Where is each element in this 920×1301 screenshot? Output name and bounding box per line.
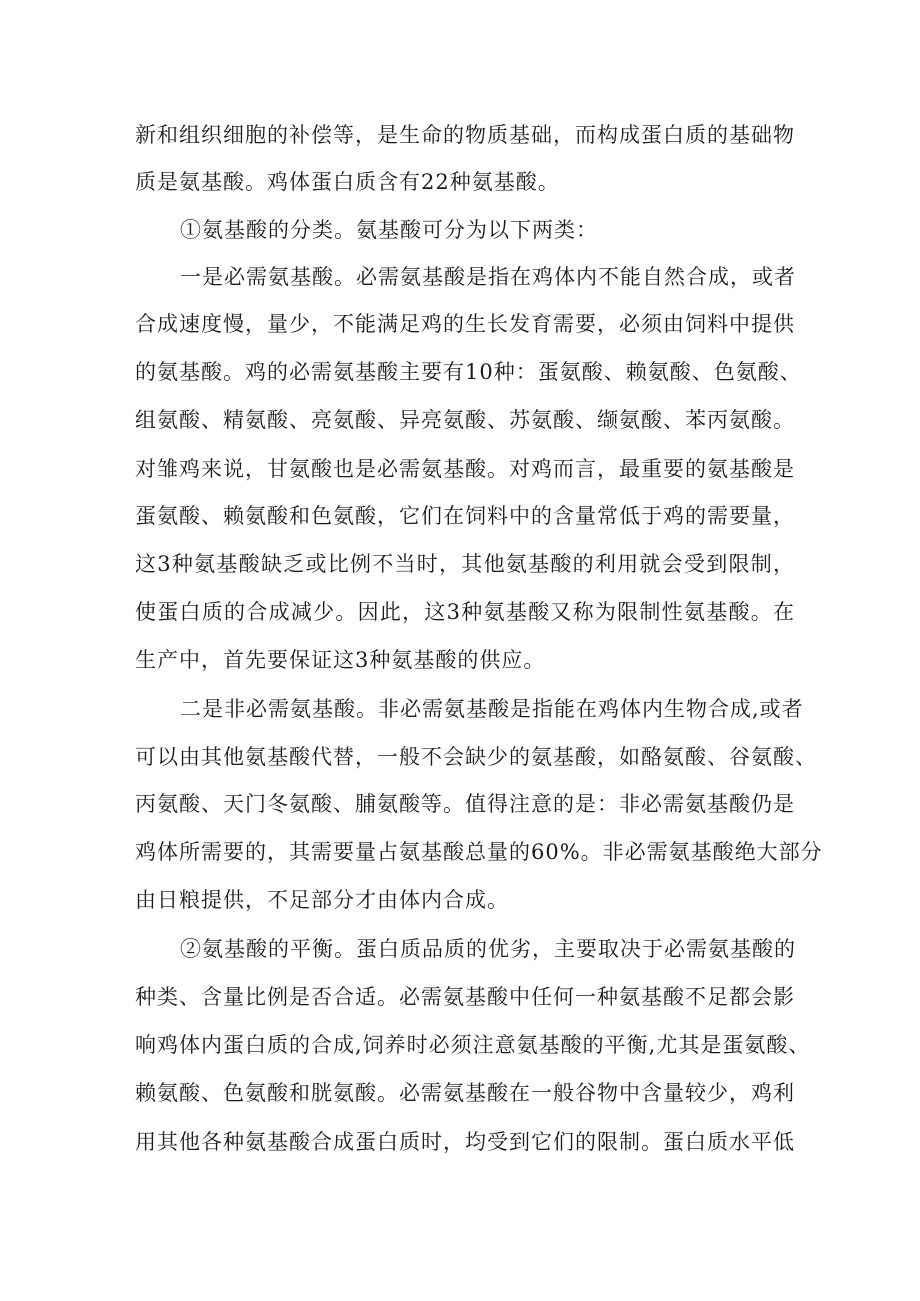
text-line: 这3种氨基酸缺乏或比例不当时，其他氨基酸的利用就会受到限制，	[135, 552, 795, 576]
text-line: 生产中，首先要保证这3种氨基酸的供应。	[135, 648, 546, 672]
text-line: 对雏鸡来说，甘氨酸也是必需氨基酸。对鸡而言，最重要的氨基酸是	[135, 457, 795, 481]
text-line: 赖氨酸、色氨酸和胱氨酸。必需氨基酸在一般谷物中含量较少，鸡利	[135, 1081, 795, 1105]
text-line: ②氨基酸的平衡。蛋白质品质的优劣，主要取决于必需氨基酸的	[180, 937, 796, 961]
text-line: 蛋氨酸、赖氨酸和色氨酸，它们在饲料中的含量常低于鸡的需要量，	[135, 504, 795, 528]
text-line: 可以由其他氨基酸代替，一般不会缺少的氨基酸，如酪氨酸、谷氨酸、	[135, 745, 817, 769]
text-line: 由日粮提供，不足部分才由体内合成。	[135, 888, 509, 912]
text-line: 二是非必需氨基酸。非必需氨基酸是指能在鸡体内生物合成,或者	[180, 697, 804, 721]
text-line: 合成速度慢，量少，不能满足鸡的生长发育需要，必须由饲料中提供	[135, 312, 795, 336]
text-line: 一是必需氨基酸。必需氨基酸是指在鸡体内不能自然合成，或者	[180, 265, 796, 289]
text-line: 种类、含量比例是否合适。必需氨基酸中任何一种氨基酸不足都会影	[135, 985, 795, 1009]
text-line: 的氨基酸。鸡的必需氨基酸主要有10种：蛋氨酸、赖氨酸、色氨酸、	[135, 360, 802, 384]
text-line: 新和组织细胞的补偿等，是生命的物质基础，而构成蛋白质的基础物	[135, 123, 795, 147]
text-line: 响鸡体内蛋白质的合成,饲养时必须注意氨基酸的平衡,尤其是蛋氨酸、	[135, 1033, 811, 1057]
text-line: 鸡体所需要的，其需要量占氨基酸总量的60%。非必需氨基酸绝大部分	[135, 840, 823, 864]
text-line: 质是氨基酸。鸡体蛋白质含有22种氨基酸。	[135, 170, 560, 194]
text-line: 组氨酸、精氨酸、亮氨酸、异亮氨酸、苏氨酸、缬氨酸、苯丙氨酸。	[135, 408, 795, 432]
text-line: ①氨基酸的分类。氨基酸可分为以下两类：	[180, 218, 598, 242]
text-line: 使蛋白质的合成减少。因此，这3种氨基酸又称为限制性氨基酸。在	[135, 600, 795, 624]
text-line: 丙氨酸、天门冬氨酸、脯氨酸等。值得注意的是：非必需氨基酸仍是	[135, 792, 795, 816]
text-line: 用其他各种氨基酸合成蛋白质时，均受到它们的限制。蛋白质水平低	[135, 1130, 795, 1154]
